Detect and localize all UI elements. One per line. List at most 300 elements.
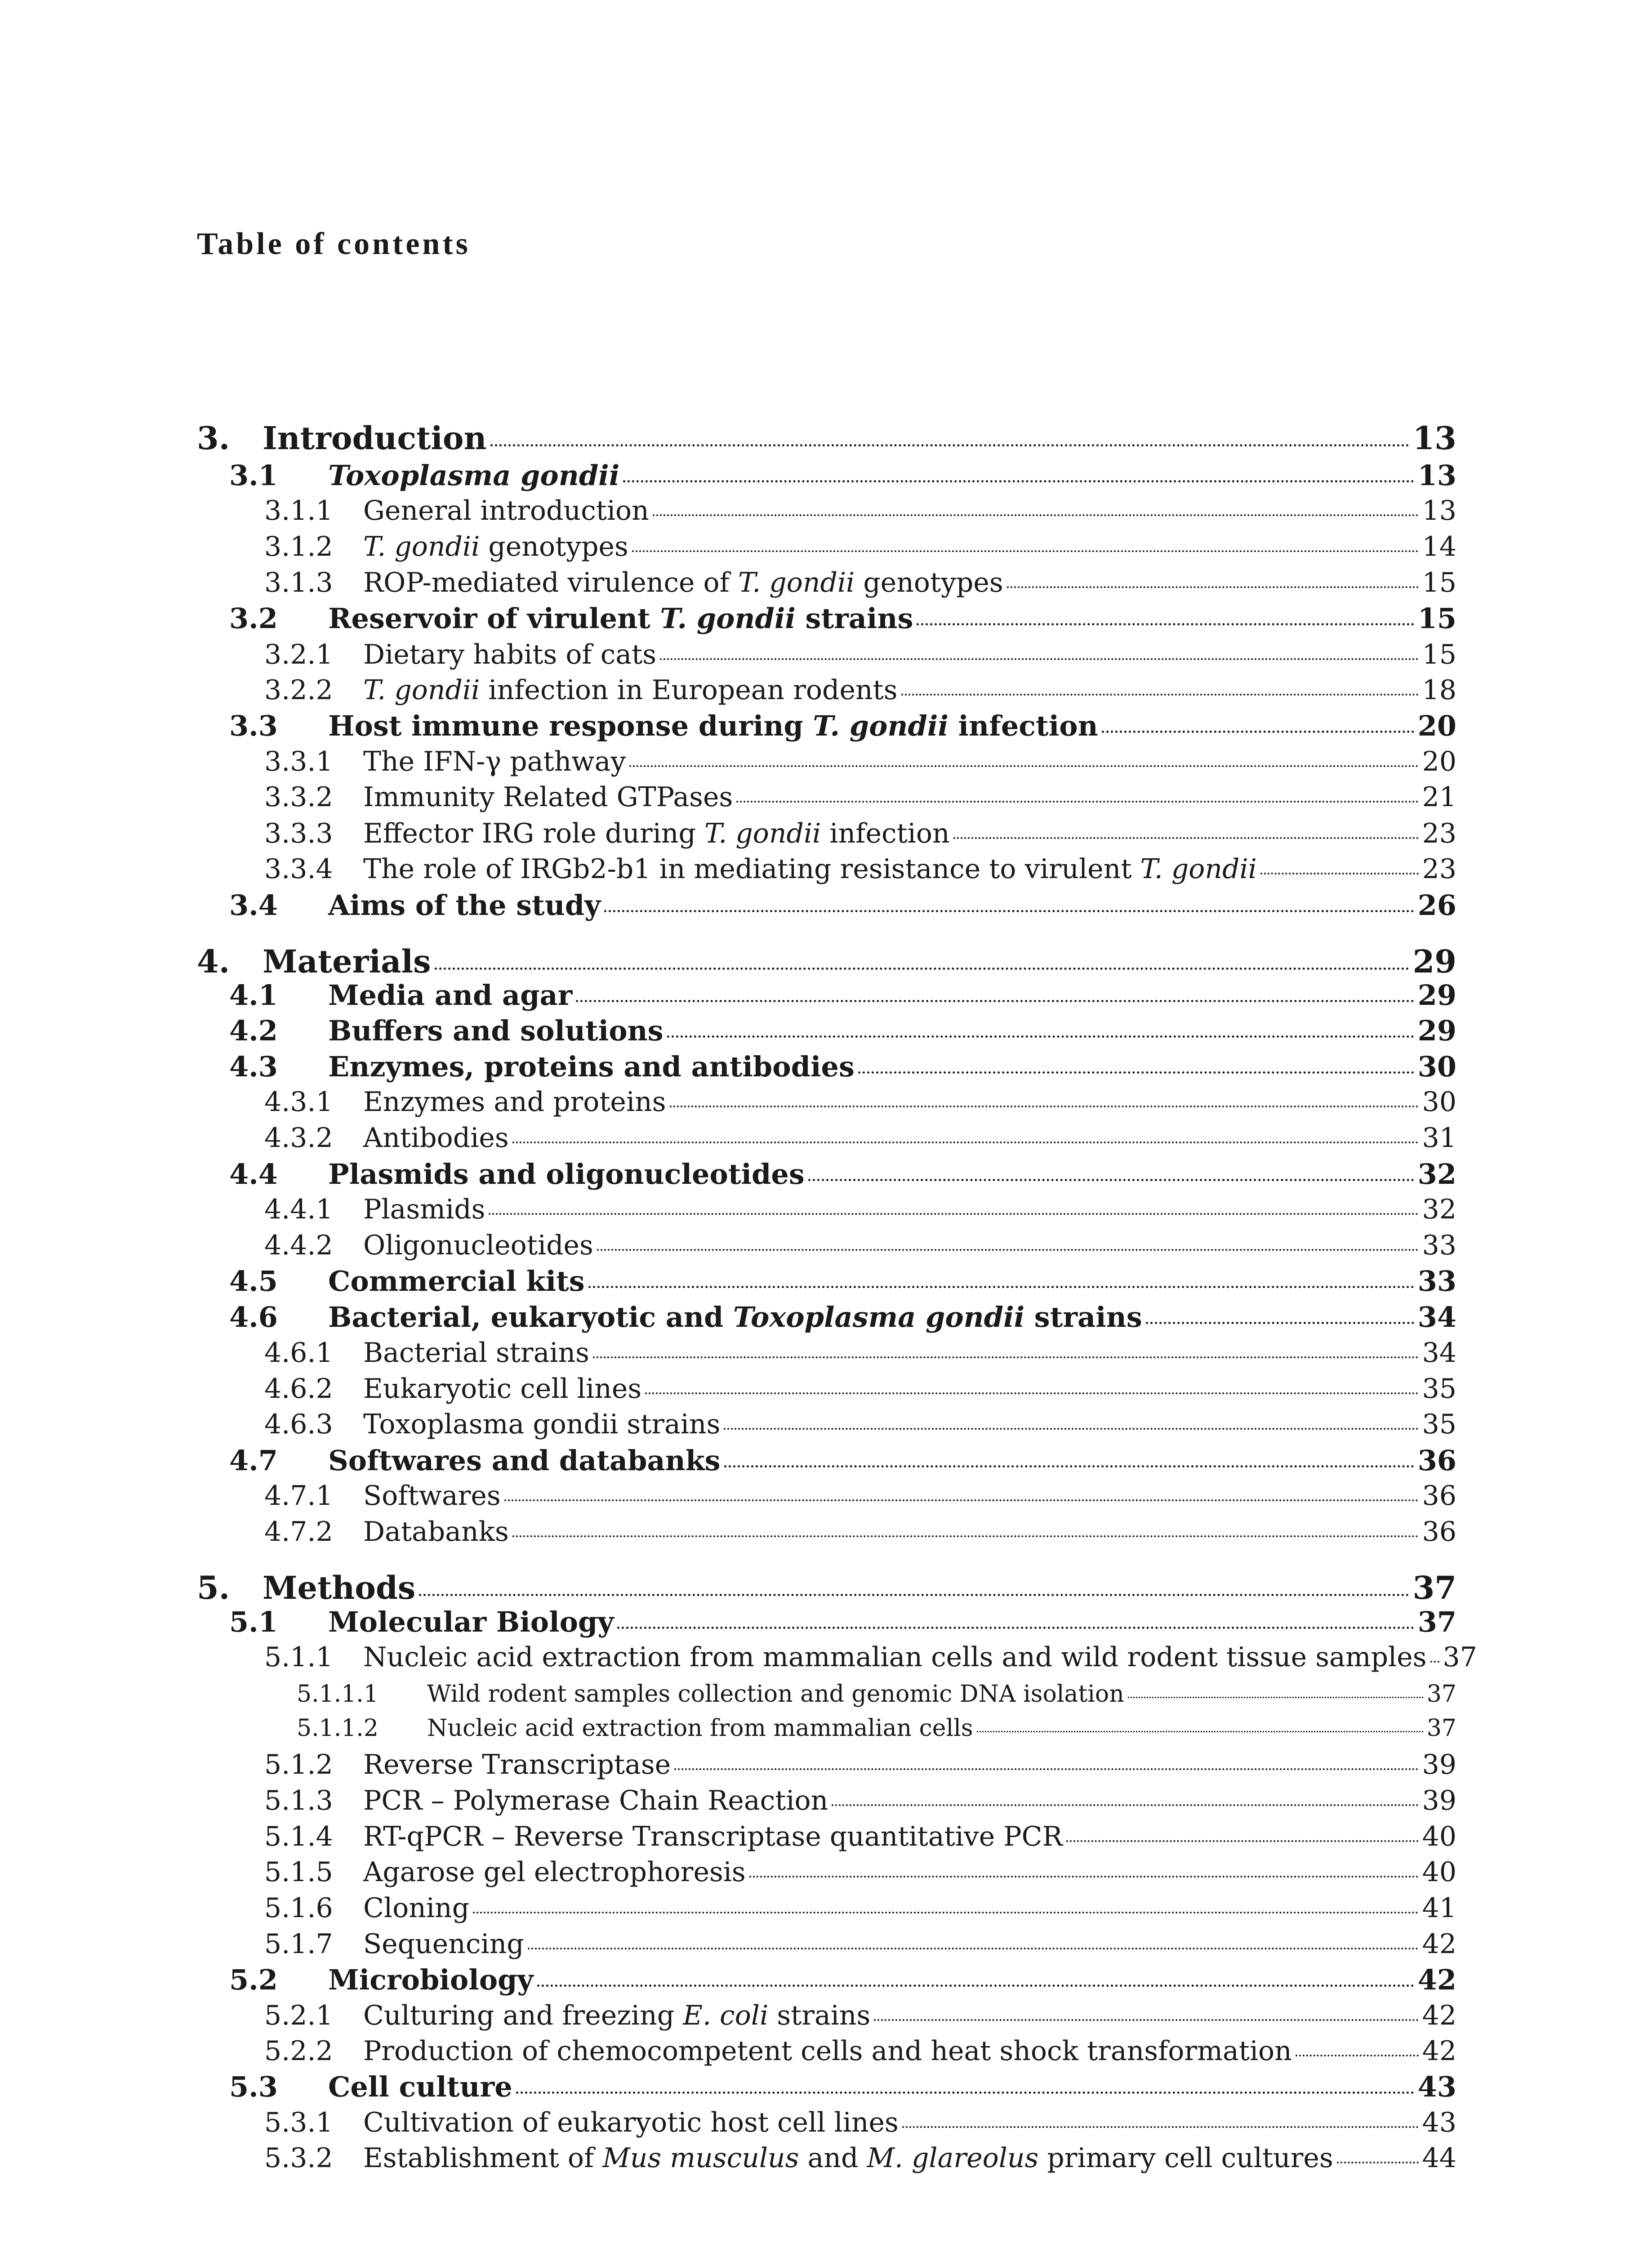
toc-entry-title: [328, 1158, 805, 1191]
toc-entry-page-number: 37: [1426, 1681, 1456, 1708]
toc-entry-title-part: Commercial kits: [328, 1265, 585, 1298]
toc-entry[interactable]: [197, 419, 1456, 457]
toc-entry[interactable]: [197, 853, 1456, 885]
toc-entry-number: 4.6.3: [264, 1409, 333, 1440]
toc-entry-page-number: 34: [1422, 1337, 1456, 1369]
dot-leader: [1066, 1840, 1419, 1842]
toc-entry-title-part: Wild rodent samples collection and genomic DNA isolation: [427, 1681, 1124, 1708]
toc-entry-title: [363, 2035, 1292, 2067]
toc-entry-number: 4.4.1: [264, 1194, 333, 1225]
toc-entry-title-part: strains: [795, 602, 913, 635]
toc-entry-title: [363, 1411, 720, 1438]
toc-entry-number: 3.1: [229, 459, 278, 492]
dot-leader: [724, 1465, 1414, 1467]
toc-entry-title-part: primary cell cultures: [1038, 2142, 1333, 2174]
toc-entry-title: [363, 1856, 746, 1888]
toc-entry-title-part: infection: [821, 818, 950, 849]
toc-entry-title-part: infection in European rodents: [480, 674, 898, 706]
toc-entry-title: [363, 1787, 828, 1814]
toc-entry-number: 5.1.2: [264, 1749, 333, 1780]
toc-entry-title: [363, 533, 628, 560]
toc-entry-number: 4.5: [229, 1265, 278, 1298]
toc-entry-title-part: M. glareolus: [867, 2142, 1039, 2174]
toc-entry-page-number: 13: [1422, 495, 1456, 526]
toc-entry-title-part: Softwares: [363, 1480, 501, 1512]
dot-leader: [419, 1594, 1409, 1596]
toc-entry-title: [427, 1717, 973, 1740]
toc-entry[interactable]: [197, 1232, 1456, 1259]
toc-entry-number: 3.3.4: [264, 853, 333, 885]
dot-leader: [593, 1356, 1419, 1358]
toc-entry-page-number: 36: [1422, 1516, 1456, 1548]
toc-entry[interactable]: [197, 1265, 1456, 1298]
toc-entry-title-part: Nucleic acid extraction from mammalian cells: [427, 1715, 973, 1742]
toc-entry[interactable]: [197, 1856, 1456, 1888]
toc-entry-title-part: Mus musculus: [602, 2142, 799, 2174]
toc-entry-page-number: 20: [1422, 746, 1456, 777]
toc-entry[interactable]: [197, 979, 1456, 1012]
toc-entry-page-number: 37: [1417, 1606, 1456, 1638]
toc-entry-title: [363, 853, 1257, 885]
toc-entry[interactable]: [197, 602, 1456, 635]
dot-leader: [512, 1535, 1419, 1537]
toc-entry-title: [328, 709, 1098, 742]
dot-leader: [901, 694, 1419, 696]
toc-entry[interactable]: [197, 1411, 1456, 1438]
toc-entry-page-number: 33: [1417, 1265, 1456, 1298]
toc-entry[interactable]: [197, 459, 1456, 492]
dot-leader: [489, 1213, 1418, 1215]
toc-entry[interactable]: [197, 1963, 1456, 1996]
dot-leader: [902, 2126, 1419, 2128]
dot-leader: [617, 1627, 1414, 1629]
toc-entry-title: [363, 748, 626, 775]
dot-leader: [653, 514, 1419, 516]
toc-entry-page-number: 36: [1422, 1480, 1456, 1512]
dot-leader: [537, 1985, 1414, 1987]
toc-entry-page-number: 33: [1422, 1230, 1456, 1261]
toc-entry-number: 4.2: [229, 1014, 278, 1047]
toc-entry-title: [363, 1641, 1427, 1673]
toc-entry-title-part: infection: [948, 709, 1098, 742]
toc-entry-page-number: 13: [1417, 459, 1456, 492]
toc-entry-page-number: 39: [1422, 1785, 1456, 1816]
toc-entry-page-number: 44: [1422, 2142, 1456, 2174]
toc-entry-title-part: genotypes: [480, 531, 628, 562]
toc-entry-number: 5.2: [229, 1963, 278, 1996]
toc-entry[interactable]: [197, 1516, 1456, 1548]
toc-entry-title-part: T. gondii: [738, 567, 855, 598]
toc-entry-page-number: 20: [1417, 709, 1456, 742]
toc-entry-page-number: 15: [1422, 567, 1456, 598]
dot-leader: [512, 1142, 1419, 1143]
toc-entry[interactable]: [197, 569, 1456, 596]
dot-leader: [528, 1948, 1419, 1949]
toc-entry-title: [328, 979, 573, 1012]
toc-entry[interactable]: [197, 1569, 1456, 1606]
toc-entry-title: [328, 889, 601, 922]
toc-entry-title-part: Toxoplasma gondii: [328, 459, 620, 492]
toc-entry-title-part: genotypes: [855, 567, 1003, 598]
toc-entry-page-number: 43: [1422, 2107, 1456, 2138]
toc-entry-title-part: PCR – Polymerase Chain Reaction: [363, 1785, 828, 1816]
toc-entry-title-part: T. gondii: [660, 602, 796, 635]
toc-entry-number: 4.1: [229, 979, 278, 1012]
toc-entry[interactable]: [197, 533, 1456, 560]
toc-entry[interactable]: [197, 1682, 1456, 1706]
toc-entry-number: 3.2.2: [264, 674, 333, 706]
toc-entry-title-part: Effector IRG role during: [363, 818, 705, 849]
dot-leader: [516, 2092, 1414, 2094]
toc-entry-title-part: T. gondii: [813, 709, 948, 742]
toc-entry-number: 4.4.2: [264, 1230, 333, 1261]
toc-entry-title-part: Sequencing: [363, 1928, 524, 1960]
toc-entry-number: 5.2.2: [264, 2035, 333, 2067]
toc-entry-page-number: 32: [1417, 1158, 1456, 1191]
toc-entry-title-part: Aims of the study: [328, 889, 601, 922]
toc-entry-number: 5.3.2: [264, 2142, 333, 2174]
toc-entry-title-part: Softwares and databanks: [328, 1444, 721, 1477]
toc-entry-page-number: 29: [1412, 943, 1456, 980]
dot-leader: [660, 658, 1419, 660]
dot-leader: [473, 1912, 1419, 1913]
toc-entry-number: 3.3.2: [264, 781, 333, 813]
toc-entry-number: 4.6.2: [264, 1373, 333, 1405]
toc-entry-title-part: Antibodies: [363, 1122, 509, 1154]
toc-entry-title: [328, 2070, 512, 2103]
toc-entry-title: [363, 1337, 589, 1369]
toc-entry-title-part: Molecular Biology: [328, 1606, 614, 1638]
dot-leader: [1296, 2055, 1419, 2056]
toc-entry-page-number: 30: [1417, 1050, 1456, 1083]
toc-entry-title: [363, 781, 733, 813]
toc-entry[interactable]: [197, 1196, 1456, 1223]
toc-entry-title-part: Dietary habits of cats: [363, 639, 657, 670]
toc-entry-title-part: The IFN-γ pathway: [363, 746, 626, 777]
toc-entry-title: [363, 674, 898, 706]
toc-entry[interactable]: [197, 1337, 1456, 1369]
toc-entry-number: 5.1.6: [264, 1892, 333, 1924]
toc-entry-number: 3.: [197, 419, 230, 457]
toc-entry-title: [263, 419, 487, 457]
toc-entry[interactable]: [197, 709, 1456, 742]
toc-entry-number: 5.1.7: [264, 1928, 333, 1960]
dot-leader: [1102, 731, 1414, 733]
toc-entry-title-part: strains: [1024, 1301, 1142, 1334]
toc-entry-number: 5.2.1: [264, 2000, 333, 2031]
dot-leader: [1337, 2162, 1419, 2163]
toc-entry-title-part: T. gondii: [363, 674, 480, 706]
toc-entry[interactable]: [197, 748, 1456, 775]
toc-entry-page-number: 36: [1417, 1444, 1456, 1477]
toc-entry-title: [263, 943, 431, 980]
dot-leader: [953, 837, 1419, 839]
dot-leader: [504, 1499, 1419, 1501]
toc-entry-title-part: Reverse Transcriptase: [363, 1749, 671, 1780]
toc-entry-page-number: 39: [1422, 1749, 1456, 1780]
toc-entry-title-part: Establishment of: [363, 2142, 603, 2174]
toc-entry-title-part: strains: [768, 2000, 871, 2031]
toc-entry-number: 5.1: [229, 1606, 278, 1638]
dot-leader: [623, 480, 1414, 482]
toc-entry[interactable]: [197, 1717, 1456, 1740]
toc-entry-title-part: RT-qPCR – Reverse Transcriptase quantitative PCR: [363, 1821, 1063, 1852]
toc-entry-number: 3.1.3: [264, 567, 333, 598]
toc-entry-page-number: 31: [1422, 1122, 1456, 1154]
toc-entry[interactable]: [197, 2109, 1456, 2136]
toc-entry[interactable]: [197, 943, 1456, 980]
toc-entry[interactable]: [197, 1892, 1456, 1924]
toc-entry[interactable]: [197, 1480, 1456, 1512]
toc-entry-number: 4.3: [229, 1050, 278, 1083]
toc-entry-title-part: Oligonucleotides: [363, 1230, 593, 1261]
toc-entry-number: 5.1.1: [264, 1641, 333, 1673]
toc-entry-number: 5.3: [229, 2070, 278, 2103]
toc-entry-number: 3.2: [229, 602, 278, 635]
toc-entry-title-part: T. gondii: [704, 818, 821, 849]
toc-entry[interactable]: [197, 1751, 1456, 1778]
toc-entry-page-number: 23: [1422, 853, 1456, 885]
dot-leader: [629, 765, 1418, 767]
dot-leader: [632, 550, 1419, 552]
toc-entry-title-part: Cultivation of eukaryotic host cell lines: [363, 2107, 899, 2138]
dot-leader: [674, 1768, 1419, 1770]
toc-entry-title-part: Bacterial strains: [363, 1337, 589, 1369]
dot-leader: [736, 801, 1418, 803]
toc-entry-page-number: 18: [1422, 674, 1456, 706]
toc-entry-title: [328, 1265, 585, 1298]
toc-entry-title-part: Culturing and freezing: [363, 2000, 683, 2031]
toc-entry-title-part: Databanks: [363, 1516, 509, 1548]
toc-entry-number: 4.3.1: [264, 1086, 333, 1118]
toc-entry-title-part: Cell culture: [328, 2070, 512, 2103]
dot-leader: [917, 623, 1414, 625]
toc-entry-title-part: Immunity Related GTPases: [363, 781, 733, 813]
dot-leader: [1430, 1661, 1439, 1663]
toc-entry-page-number: 37: [1443, 1641, 1477, 1673]
toc-entry-title: [328, 1050, 855, 1083]
toc-entry[interactable]: [197, 1050, 1456, 1083]
dot-leader: [588, 1286, 1414, 1288]
toc-entry-title: [363, 1892, 470, 1924]
toc-entry[interactable]: [197, 1301, 1456, 1334]
toc-entry-page-number: 41: [1422, 1892, 1456, 1924]
toc-entry-title-part: General introduction: [363, 495, 649, 526]
toc-entry[interactable]: [197, 2035, 1456, 2067]
toc-entry-title: [363, 1928, 524, 1960]
toc-entry-title-part: Nucleic acid extraction from mammalian cells and wild rodent tissue samples: [363, 1641, 1427, 1673]
toc-entry-page-number: 42: [1422, 2000, 1456, 2031]
toc-entry[interactable]: [197, 2142, 1456, 2174]
toc-entry-page-number: 29: [1417, 1014, 1456, 1047]
toc-entry-title: [363, 2002, 870, 2029]
toc-entry-title: [328, 1444, 721, 1477]
toc-entry-page-number: 15: [1422, 639, 1456, 670]
toc-entry[interactable]: [197, 1928, 1456, 1960]
toc-entry-number: 3.4: [229, 889, 278, 922]
toc-entry-page-number: 15: [1417, 602, 1456, 635]
toc-entry-title-part: Methods: [263, 1569, 416, 1606]
dot-leader: [604, 910, 1414, 912]
toc-entry-title: [363, 1751, 671, 1778]
toc-entry-title-part: ROP-mediated virulence of: [363, 567, 738, 598]
toc-entry-title-part: Eukaryotic cell lines: [363, 1373, 642, 1405]
toc-entry-title-part: Toxoplasma gondii: [733, 1301, 1025, 1334]
toc-entry-number: 3.3: [229, 709, 278, 742]
toc-entry-page-number: 14: [1422, 531, 1456, 562]
toc-entry-title: [328, 602, 913, 635]
toc-entry[interactable]: [197, 889, 1456, 922]
toc-entry-title: [363, 569, 1003, 596]
dot-leader: [597, 1249, 1419, 1251]
toc-entry-title-part: and: [799, 2142, 867, 2174]
toc-entry[interactable]: [197, 1014, 1456, 1047]
toc-entry-page-number: 32: [1422, 1194, 1456, 1225]
toc-entry-title-part: Media and agar: [328, 979, 573, 1012]
table-of-contents: [197, 0, 1477, 2248]
toc-heading: Table of contents: [197, 227, 471, 261]
toc-entry-title-part: Agarose gel electrophoresis: [363, 1856, 746, 1888]
toc-entry-title: [363, 1122, 509, 1154]
toc-entry-title: [328, 1608, 614, 1636]
toc-entry-number: 5.3.1: [264, 2107, 333, 2138]
toc-entry-number: 5.1.1.1: [297, 1681, 378, 1708]
toc-entry-page-number: 37: [1426, 1715, 1456, 1742]
dot-leader: [1146, 1322, 1414, 1324]
toc-entry[interactable]: [197, 1823, 1456, 1850]
toc-entry[interactable]: [197, 1373, 1456, 1405]
dot-leader: [1007, 586, 1419, 588]
toc-entry[interactable]: [197, 1158, 1456, 1191]
toc-entry-page-number: 37: [1412, 1569, 1456, 1606]
toc-entry[interactable]: [197, 781, 1456, 813]
toc-entry[interactable]: [197, 1787, 1456, 1814]
toc-entry-number: 3.1.1: [264, 495, 333, 526]
toc-entry-page-number: 35: [1422, 1373, 1456, 1405]
toc-entry[interactable]: [197, 1444, 1456, 1477]
toc-entry-title-part: Microbiology: [328, 1963, 534, 1996]
toc-entry-title: [328, 1301, 1142, 1334]
dot-leader: [667, 1035, 1414, 1038]
toc-entry-title-part: T. gondii: [363, 531, 480, 562]
toc-entry-number: 4.6: [229, 1301, 278, 1334]
toc-entry-number: 5.1.3: [264, 1785, 333, 1816]
dot-leader: [435, 968, 1409, 970]
toc-entry-title-part: Introduction: [263, 419, 487, 457]
toc-entry[interactable]: [197, 1608, 1456, 1636]
toc-entry-title: [328, 1014, 663, 1047]
toc-entry-title: [363, 2109, 899, 2136]
toc-entry-number: 4.4: [229, 1158, 278, 1191]
toc-entry-title: [328, 459, 620, 492]
toc-entry-number: 4.: [197, 943, 230, 980]
toc-entry-title: [363, 1516, 509, 1548]
toc-entry-number: 3.3.3: [264, 818, 333, 849]
toc-entry-number: 4.3.2: [264, 1122, 333, 1154]
toc-entry[interactable]: [197, 2002, 1456, 2029]
toc-entry-page-number: 42: [1422, 2035, 1456, 2067]
toc-entry-page-number: 21: [1422, 781, 1456, 813]
toc-entry[interactable]: [197, 1641, 1477, 1673]
toc-entry-title: [363, 1823, 1063, 1850]
toc-entry-title-part: Reservoir of virulent: [328, 602, 660, 635]
toc-entry-number: 4.6.1: [264, 1337, 333, 1369]
toc-entry-page-number: 13: [1412, 419, 1456, 457]
toc-entry-title: [328, 1963, 534, 1996]
toc-entry[interactable]: [197, 674, 1456, 706]
toc-entry-title: [363, 1373, 642, 1405]
toc-entry-title-part: Host immune response during: [328, 709, 813, 742]
toc-entry-number: 5.1.1.2: [297, 1715, 378, 1742]
toc-entry-title-part: Toxoplasma gondii strains: [363, 1409, 721, 1440]
toc-entry-title: [263, 1569, 416, 1606]
dot-leader: [977, 1731, 1423, 1732]
toc-entry-title-part: Enzymes, proteins and antibodies: [328, 1050, 855, 1083]
toc-entry[interactable]: [197, 820, 1456, 847]
toc-entry-title: [363, 641, 656, 668]
dot-leader: [832, 1804, 1418, 1806]
toc-entry-title-part: Enzymes and proteins: [363, 1086, 666, 1118]
toc-entry-title-part: Cloning: [363, 1892, 470, 1924]
toc-entry-number: 4.7: [229, 1444, 278, 1477]
toc-entry[interactable]: [197, 641, 1456, 668]
toc-entry-number: 5.: [197, 1569, 230, 1606]
toc-entry-page-number: 23: [1422, 818, 1456, 849]
toc-entry-page-number: 34: [1417, 1301, 1456, 1334]
toc-entry-title: [363, 1086, 666, 1118]
toc-entry-number: 3.1.2: [264, 531, 333, 562]
dot-leader: [808, 1179, 1414, 1181]
toc-entry-page-number: 30: [1422, 1086, 1456, 1118]
toc-entry-page-number: 40: [1422, 1856, 1456, 1888]
toc-entry-title: [363, 1480, 501, 1512]
dot-leader: [1260, 873, 1419, 874]
toc-entry-number: 4.7.1: [264, 1480, 333, 1512]
toc-entry-title: [363, 1232, 593, 1259]
dot-leader: [576, 1000, 1414, 1002]
toc-entry-title-part: E. coli: [683, 2000, 769, 2031]
toc-entry-title: [427, 1682, 1124, 1706]
toc-entry-number: 5.1.5: [264, 1856, 333, 1888]
dot-leader: [1128, 1697, 1423, 1698]
dot-leader: [645, 1392, 1419, 1394]
toc-entry-title-part: Plasmids: [363, 1194, 485, 1225]
toc-entry-title-part: Plasmids and oligonucleotides: [328, 1158, 805, 1191]
toc-entry-title-part: Buffers and solutions: [328, 1014, 663, 1047]
toc-entry-title-part: Bacterial, eukaryotic and: [328, 1301, 733, 1334]
toc-entry-page-number: 42: [1417, 1963, 1456, 1996]
toc-entry-title: [363, 497, 649, 524]
toc-entry-number: 3.2.1: [264, 639, 333, 670]
toc-entry-number: 5.1.4: [264, 1821, 333, 1852]
toc-entry-title-part: T. gondii: [1140, 853, 1257, 885]
toc-entry-title: [363, 2142, 1333, 2174]
dot-leader: [490, 444, 1409, 446]
toc-entry-page-number: 29: [1417, 979, 1456, 1012]
toc-entry-title-part: The role of IRGb2-b1 in mediating resistance to virulent: [363, 853, 1140, 885]
dot-leader: [874, 2019, 1418, 2021]
dot-leader: [858, 1071, 1414, 1074]
toc-entry[interactable]: [197, 497, 1456, 524]
toc-entry[interactable]: [197, 2070, 1456, 2103]
dot-leader: [670, 1106, 1419, 1107]
toc-entry-page-number: 26: [1417, 889, 1456, 922]
toc-entry-title-part: Materials: [263, 943, 431, 980]
toc-entry[interactable]: [197, 1122, 1456, 1154]
toc-entry[interactable]: [197, 1086, 1456, 1118]
toc-entry-page-number: 40: [1422, 1821, 1456, 1852]
dot-leader: [749, 1876, 1419, 1878]
